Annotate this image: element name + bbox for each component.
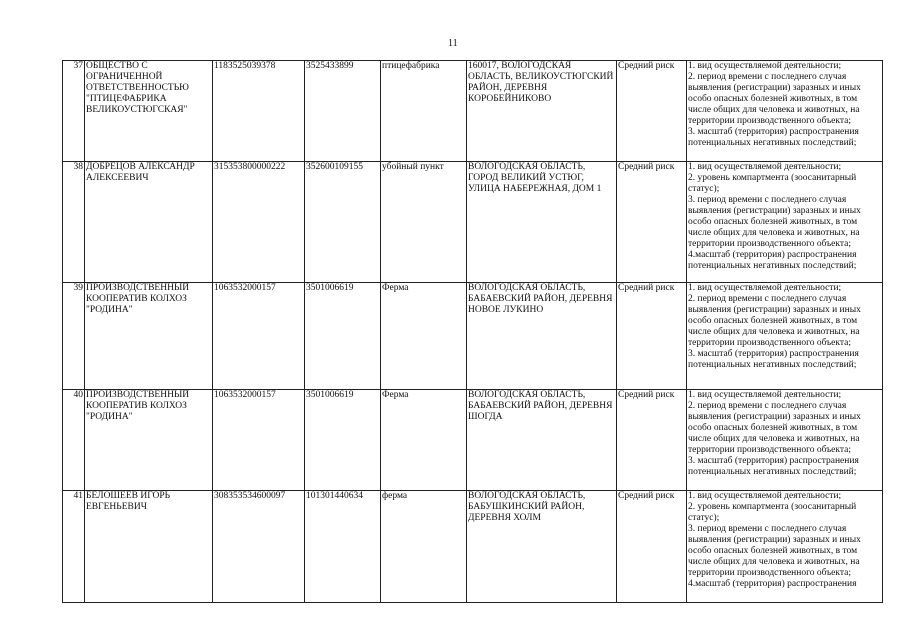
criteria-line: 3. масштаб (территория) распространения: [688, 349, 859, 359]
inn-cell: 352600109155: [305, 162, 381, 283]
criteria-line: территории производственного объекта;: [688, 116, 851, 126]
table-row: [63, 162, 883, 283]
ogrn-cell: 1063532000157: [213, 390, 305, 491]
criteria-line: 1. вид осуществляемой деятельности;: [688, 491, 842, 501]
risk-criteria: [687, 491, 883, 603]
criteria-line: выявления (регистрации) заразных и иных: [688, 305, 861, 315]
registry-table: [62, 60, 883, 603]
ogrn-cell: 1063532000157: [213, 283, 305, 390]
criteria-line: 3. период времени с последнего случая: [688, 195, 847, 205]
table-row: [63, 61, 883, 162]
criteria-line: территории производственного объекта;: [688, 568, 851, 578]
criteria-line: 1. вид осуществляемой деятельности;: [688, 283, 842, 293]
criteria-line: 2. период времени с последнего случая: [688, 72, 847, 82]
object-type: птицефабрика: [381, 61, 467, 162]
ogrn-cell: 1183525039378: [213, 61, 305, 162]
table-row: [63, 283, 883, 390]
row-number: 41: [63, 491, 85, 603]
criteria-line: 2. период времени с последнего случая: [688, 294, 847, 304]
criteria-line: 3. масштаб (территория) распространения: [688, 127, 859, 137]
criteria-line: числе общих для человека и животных, на: [688, 434, 860, 444]
criteria-line: территории производственного объекта;: [688, 239, 851, 249]
row-number: 40: [63, 390, 85, 491]
risk-criteria: [687, 390, 883, 491]
inn-cell: 3525433899: [305, 61, 381, 162]
entity-name: ОБЩЕСТВО С ОГРАНИЧЕННОЙ ОТВЕТСТВЕННОСТЬЮ "ПТИЦЕФАБРИКА ВЕЛИКОУСТЮГСКАЯ": [85, 61, 213, 162]
criteria-line: потенциальных негативных последствий;: [688, 261, 857, 271]
object-type: Ферма: [381, 390, 467, 491]
table-row: [63, 390, 883, 491]
inn-cell: 3501006619: [305, 283, 381, 390]
criteria-line: потенциальных негативных последствий;: [688, 138, 857, 148]
entity-name: ПРОИЗВОДСТВЕННЫЙ КООПЕРАТИВ КОЛХОЗ "РОДИНА": [85, 390, 213, 491]
page-number: 11: [448, 38, 458, 49]
criteria-line: 3. период времени с последнего случая: [688, 524, 847, 534]
entity-name: ПРОИЗВОДСТВЕННЫЙ КООПЕРАТИВ КОЛХОЗ "РОДИНА": [85, 283, 213, 390]
criteria-line: числе общих для человека и животных, на: [688, 228, 860, 238]
risk-category: Средний риск: [617, 491, 687, 603]
criteria-line: особо опасных болезней животных, в том: [688, 316, 858, 326]
criteria-line: особо опасных болезней животных, в том: [688, 217, 858, 227]
criteria-line: 1. вид осуществляемой деятельности;: [688, 162, 842, 172]
criteria-line: выявления (регистрации) заразных и иных: [688, 412, 861, 422]
criteria-line: потенциальных негативных последствий;: [688, 467, 857, 477]
address-cell: ВОЛОГОДСКАЯ ОБЛАСТЬ, БАБУШКИНСКИЙ РАЙОН, ДЕРЕВНЯ ХОЛМ: [467, 491, 617, 603]
criteria-line: территории производственного объекта;: [688, 338, 851, 348]
criteria-line: статус);: [688, 184, 720, 194]
criteria-line: числе общих для человека и животных, на: [688, 327, 860, 337]
criteria-line: 2. период времени с последнего случая: [688, 401, 847, 411]
criteria-line: числе общих для человека и животных, на: [688, 105, 860, 115]
risk-criteria: [687, 162, 883, 283]
address-cell: ВОЛОГОДСКАЯ ОБЛАСТЬ, ГОРОД ВЕЛИКИЙ УСТЮГ, УЛИЦА НАБЕРЕЖНАЯ, ДОМ 1: [467, 162, 617, 283]
criteria-line: территории производственного объекта;: [688, 445, 851, 455]
criteria-line: 3. масштаб (территория) распространения: [688, 456, 859, 466]
address-cell: 160017, ВОЛОГОДСКАЯ ОБЛАСТЬ, ВЕЛИКОУСТЮГСКИЙ РАЙОН, ДЕРЕВНЯ КОРОБЕЙНИКОВО: [467, 61, 617, 162]
table-row: [63, 491, 883, 603]
criteria-line: особо опасных болезней животных, в том: [688, 546, 858, 556]
criteria-line: 1. вид осуществляемой деятельности;: [688, 390, 842, 400]
criteria-line: 4.масштаб (территория) распространения: [688, 579, 857, 589]
risk-criteria: [687, 283, 883, 390]
risk-category: Средний риск: [617, 162, 687, 283]
criteria-line: выявления (регистрации) заразных и иных: [688, 206, 861, 216]
address-cell: ВОЛОГОДСКАЯ ОБЛАСТЬ, БАБАЕВСКИЙ РАЙОН, ДЕРЕВНЯ НОВОЕ ЛУКИНО: [467, 283, 617, 390]
entity-name: БЕЛОШЕЕВ ИГОРЬ ЕВГЕНЬЕВИЧ: [85, 491, 213, 603]
ogrn-cell: 315353800000222: [213, 162, 305, 283]
criteria-line: выявления (регистрации) заразных и иных: [688, 83, 861, 93]
inn-cell: 3501006619: [305, 390, 381, 491]
criteria-line: числе общих для человека и животных, на: [688, 557, 860, 567]
object-type: убойный пункт: [381, 162, 467, 283]
row-number: 37: [63, 61, 85, 162]
address-cell: ВОЛОГОДСКАЯ ОБЛАСТЬ, БАБАЕВСКИЙ РАЙОН, ДЕРЕВНЯ ШОГДА: [467, 390, 617, 491]
criteria-line: особо опасных болезней животных, в том: [688, 423, 858, 433]
criteria-line: 1. вид осуществляемой деятельности;: [688, 61, 842, 71]
criteria-line: статус);: [688, 513, 720, 523]
row-number: 39: [63, 283, 85, 390]
ogrn-cell: 308353534600097: [213, 491, 305, 603]
row-number: 38: [63, 162, 85, 283]
risk-category: Средний риск: [617, 61, 687, 162]
risk-category: Средний риск: [617, 283, 687, 390]
criteria-line: 4.масштаб (территория) распространения: [688, 250, 857, 260]
object-type: ферма: [381, 491, 467, 603]
object-type: Ферма: [381, 283, 467, 390]
criteria-line: потенциальных негативных последствий;: [688, 360, 857, 370]
risk-category: Средний риск: [617, 390, 687, 491]
criteria-line: выявления (регистрации) заразных и иных: [688, 535, 861, 545]
risk-criteria: [687, 61, 883, 162]
criteria-line: 2. уровень компартмента (зоосанитарный: [688, 173, 857, 183]
criteria-line: 2. уровень компартмента (зоосанитарный: [688, 502, 857, 512]
criteria-line: особо опасных болезней животных, в том: [688, 94, 858, 104]
entity-name: ДОБРЕЦОВ АЛЕКСАНДР АЛЕКСЕЕВИЧ: [85, 162, 213, 283]
inn-cell: 101301440634: [305, 491, 381, 603]
